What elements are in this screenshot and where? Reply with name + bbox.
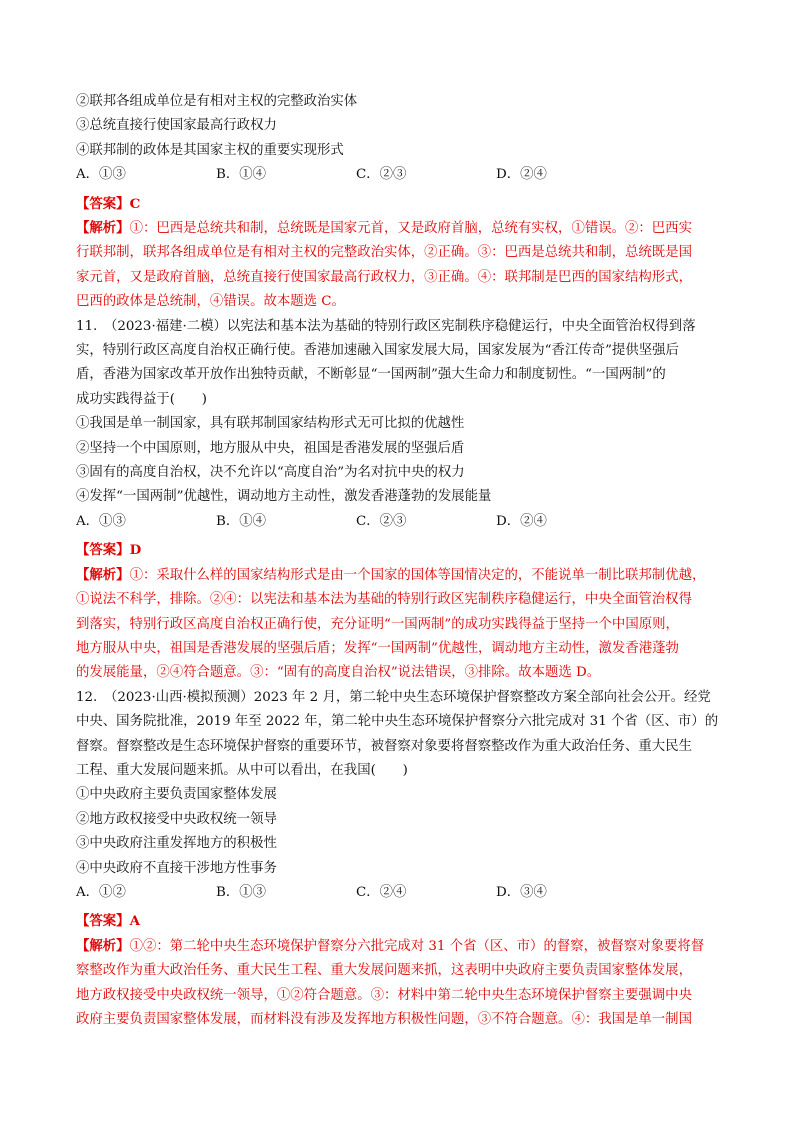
choice-c: C．②④	[356, 884, 407, 900]
option-line: ①中央政府主要负责国家整体发展	[76, 787, 277, 803]
analysis-line: 【解析】①：巴西是总统共和制，总统既是国家元首，又是政府首脑，总统有实权，①错误。②：巴西实	[76, 220, 692, 237]
analysis-line: ①说法不科学，排除。②④：以宪法和基本法为基础的特别行政区宪制秩序稳健运行，中央全面管治权得	[76, 592, 692, 608]
choice-a: A．①③	[76, 513, 126, 529]
analysis-line: 到落实，特别行政区高度自治权正确行使，充分证明“一国两制”的成功实践得益于坚持一个中国原则，	[76, 616, 679, 632]
choices-row	[76, 881, 734, 905]
option-line: ②联邦各组成单位是有相对主权的完整政治实体	[76, 94, 358, 109]
analysis-line: 【解析】①②：第二轮中央生态环境保护督察分六批完成对 31 个省（区、市）的督察，被督察对象要将督	[76, 937, 705, 954]
analysis-line: 行联邦制，联邦各组成单位是有相对主权的完整政治实体，②正确。③：巴西是总统共和制，总统既是国	[76, 245, 692, 261]
question-stem: 12. （2023·山西·模拟预测）2023 年 2 月，第二轮中央生态环境保护督察整改方案全部向社会公开。经党	[76, 689, 711, 705]
question-stem: 成功实践得益于( )	[76, 391, 207, 407]
analysis-tag: 【解析】	[76, 220, 130, 237]
option-line: ④中央政府不直接干涉地方性事务	[76, 860, 277, 876]
choice-a: A．①②	[76, 884, 126, 900]
answer-tag: 【答案】	[76, 542, 130, 559]
analysis-line: 的发展能量，②④符合题意。③：“固有的高度自治权”说法错误，③排除。故本题选 D。	[76, 665, 601, 681]
answer-line	[76, 538, 734, 562]
choice-b: B．①④	[216, 513, 267, 529]
option-line: ①我国是单一制国家，具有联邦制国家结构形式无可比拟的优越性	[76, 416, 465, 432]
choice-d: D．②④	[496, 513, 547, 529]
option-line: ④发挥“一国两制”优越性，调动地方主动性，激发香港蓬勃的发展能量	[76, 489, 492, 505]
choices-row	[76, 163, 734, 187]
option-line: ③总统直接行使国家最高行政权力	[76, 118, 277, 134]
answer-value: C	[129, 195, 141, 212]
analysis-tag: 【解析】	[76, 937, 130, 954]
analysis-tag: 【解析】	[76, 566, 130, 583]
answer-tag: 【答案】	[76, 195, 130, 212]
analysis-line: 察整改作为重大政治任务、重大民生工程、重大发展问题来抓，这表明中央政府主要负责国家整体发展，	[76, 963, 692, 979]
question-11	[76, 315, 734, 686]
question-stem: 11. （2023·福建·二模）以宪法和基本法为基础的特别行政区宪制秩序稳健运行，中央全面管治权得到落	[76, 318, 696, 334]
question-stem: 工程、重大发展问题来抓。从中可以看出，在我国( )	[76, 762, 408, 778]
analysis-line: 巴西的政体是总统制，④错误。故本题选 C。	[76, 294, 345, 310]
choice-a: A．①③	[76, 167, 126, 183]
analysis-line: 地方政权接受中央政权统一领导，①②符合题意。③：材料中第二轮中央生态环境保护督察主要强调中央	[76, 987, 692, 1003]
analysis-line: 家元首，又是政府首脑，总统直接行使国家最高行政权力，③正确。④：联邦制是巴西的国家结构形式，	[76, 269, 692, 285]
answer-line	[76, 192, 734, 216]
choice-b: B．①④	[216, 167, 267, 183]
answer-value: D	[129, 542, 142, 559]
choice-d: D．③④	[496, 884, 547, 900]
analysis-line: 政府主要负责国家整体发展，而材料没有涉及发挥地方积极性问题，③不符合题意。④：我国是单一制国	[76, 1011, 692, 1027]
answer-value: A	[129, 913, 140, 930]
choice-c: C．②③	[356, 513, 407, 529]
question-stem: 实，特别行政区高度自治权正确行使。香港加速融入国家发展大局，国家发展为“香江传奇”提供坚强后	[76, 343, 679, 359]
choice-b: B．①③	[216, 884, 267, 900]
option-line: ④联邦制的政体是其国家主权的重要实现形式	[76, 142, 344, 158]
option-line: ③中央政府注重发挥地方的积极性	[76, 836, 277, 852]
option-line: ②坚持一个中国原则，地方服从中央，祖国是香港发展的坚强后盾	[76, 440, 465, 456]
analysis-line: 【解析】①：采取什么样的国家结构形式是由一个国家的国体等国情决定的，不能说单一制比联邦制优越，	[76, 566, 706, 583]
question-12	[76, 686, 734, 1033]
question-10	[76, 90, 734, 315]
question-stem: 督察。督察整改是生态环境保护督察的重要环节，被督察对象要将督察整改作为重大政治任务、重大民生	[76, 738, 692, 754]
choices-row	[76, 510, 734, 534]
analysis-line: 地方服从中央，祖国是香港发展的坚强后盾；发挥“一国两制”优越性，调动地方主动性，激发香港蓬勃	[76, 640, 679, 656]
question-stem: 盾，香港为国家改革开放作出独特贡献，不断彰显“一国两制”强大生命力和制度韧性。“一国两制”的	[76, 367, 666, 383]
option-line: ③固有的高度自治权，决不允许以“高度自治”为名对抗中央的权力	[76, 465, 465, 481]
option-line: ②地方政权接受中央政权统一领导	[76, 811, 277, 827]
choice-d: D．②④	[496, 167, 547, 183]
answer-line	[76, 909, 734, 933]
question-stem: 中央、国务院批准，2019 年至 2022 年，第二轮中央生态环境保护督察分六批完成对 31 个省（区、市）的	[76, 714, 719, 730]
choice-c: C．②③	[356, 167, 407, 183]
document-page	[76, 90, 734, 1032]
answer-tag: 【答案】	[76, 913, 130, 930]
